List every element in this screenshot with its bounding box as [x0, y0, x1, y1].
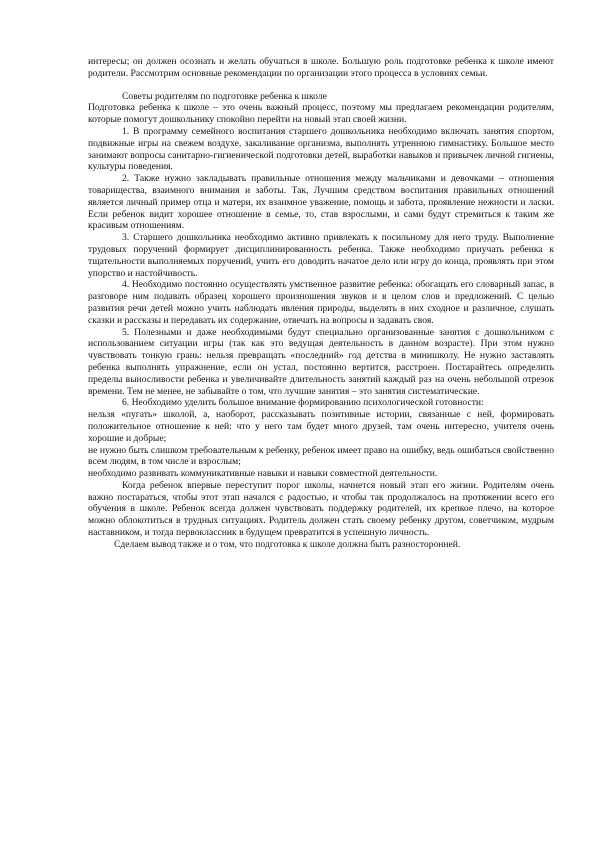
advice-paragraph-2: 2. Также нужно закладывать правильные отношения между мальчиками и девочками – отношения товарищества, взаимного внимания и заботы. Так, Лучшим средством воспитания правильных отношений является личный пример отца и матери, их взаимное уважение, помощь и забота, проявление нежности и ласки. Если ребенок видит хорошее отношение в семье, то, став взрослыми, и сами будут стремиться к таким же красивым отношениям. [88, 173, 554, 232]
advice-paragraph-4: 4. Необходимо постоянно осуществлять умственное развитие ребенка: обогащать его словарный запас, в разговоре ним подавать образец хорошего произношения звуков и в целом слов и предложений. С целью развития речи детей можно учить наблюдать явления природы, выделять в них сходное и различное, слушать сказки и рассказы и передавать их содержание, отвечать на вопросы и задавать своя. [88, 279, 554, 326]
advice-paragraph-6: 6. Необходимо уделить большое внимание формированию психологической готовности: [122, 397, 484, 409]
list-item: нельзя «пугать» школой, а, наоборот, рассказывать позитивные истории, связанные с ней, формировать положительное отношение к ней: что у него там будет много друзей, там очень интересно, учителя очень хорошие и добрые; [88, 409, 554, 444]
closing-paragraph: Когда ребенок впервые переступит порог школы, начнется новый этап его жизни. Родителям очень важно постараться, чтобы этот этап начался с радостью, и чтобы так продолжалось на протяжении всего его обучения в школе. Ребенок всегда должен чувствовать поддержку родителей, их крепкое плечо, на которое можно облокотиться в трудных ситуациях. Родитель должен стать своему ребенку другом, советчиком, мудрым наставником, и тогда первоклассник в будущем превратится в успешную личность. [88, 479, 554, 539]
document-page [88, 56, 554, 551]
lead-paragraph: Подготовка ребенка к школе – это очень важный процесс, поэтому мы предлагаем рекомендации родителям, которые помогут дошкольнику спокойно перейти на новый этап своей жизни. [88, 102, 554, 126]
conclusion-paragraph: Сделаем вывод также и о том, что подготовка к школе должна быть разносторонней. [114, 538, 461, 550]
section-heading: Советы родителям по подготовке ребенка к школе [122, 90, 327, 102]
list-item: не нужно быть слишком требовательным к ребенку, ребенок имеет право на ошибку, ведь ошибаться свойственно всем людям, в том числе и взрослым; [88, 444, 554, 468]
advice-paragraph-5: 5. Полезными и даже необходимыми будут специально организованные занятия с дошкольником с использованием ситуации игры (так как это ведущая деятельность в данном возрасте). При этом нужно чувствовать тонкую грань: нельзя превращать «последний» год детства в минишколу. Не нужно заставлять ребенка выполнять упражнение, если он устал, постоянно вертится, расстроен. Постарайтесь определить пределы выносливости ребенка и увеличивайте длительность занятий каждый раз на очень небольшой отрезок времени. Тем не менее, не забывайте о том, что лучшие занятия – это занятия систематические. [88, 326, 554, 397]
advice-paragraph-3: 3. Старшего дошкольника необходимо активно привлекать к посильному для него труду. Выполнение трудовых поручений формирует дисциплинированность ребенка. Также необходимо приучать ребенка к тщательности выполняемых поручений, учить его доводить начатое дело или игру до конца, проявлять при этом упорство и настойчивость. [88, 232, 554, 279]
intro-paragraph: интересы; он должен осознать и желать обучаться в школе. Большую роль подготовке ребенка к школе имеют родители. Рассмотрим основные рекомендации по организации этого процесса в условиях семьи. [88, 56, 554, 79]
list-item: необходимо развивать коммуникативные навыки и навыки совместной деятельности. [88, 468, 438, 480]
advice-paragraph-1: 1. В программу семейного воспитания старшего дошкольника необходимо включать занятия спортом, подвижные игры на свежем воздухе, закаливание организма, выполнять утреннюю гимнастику. Большое место занимают вопросы санитарно-гигиенической подготовки детей, выработки навыков и привычек личной гигиены, культуры поведения. [88, 125, 554, 173]
